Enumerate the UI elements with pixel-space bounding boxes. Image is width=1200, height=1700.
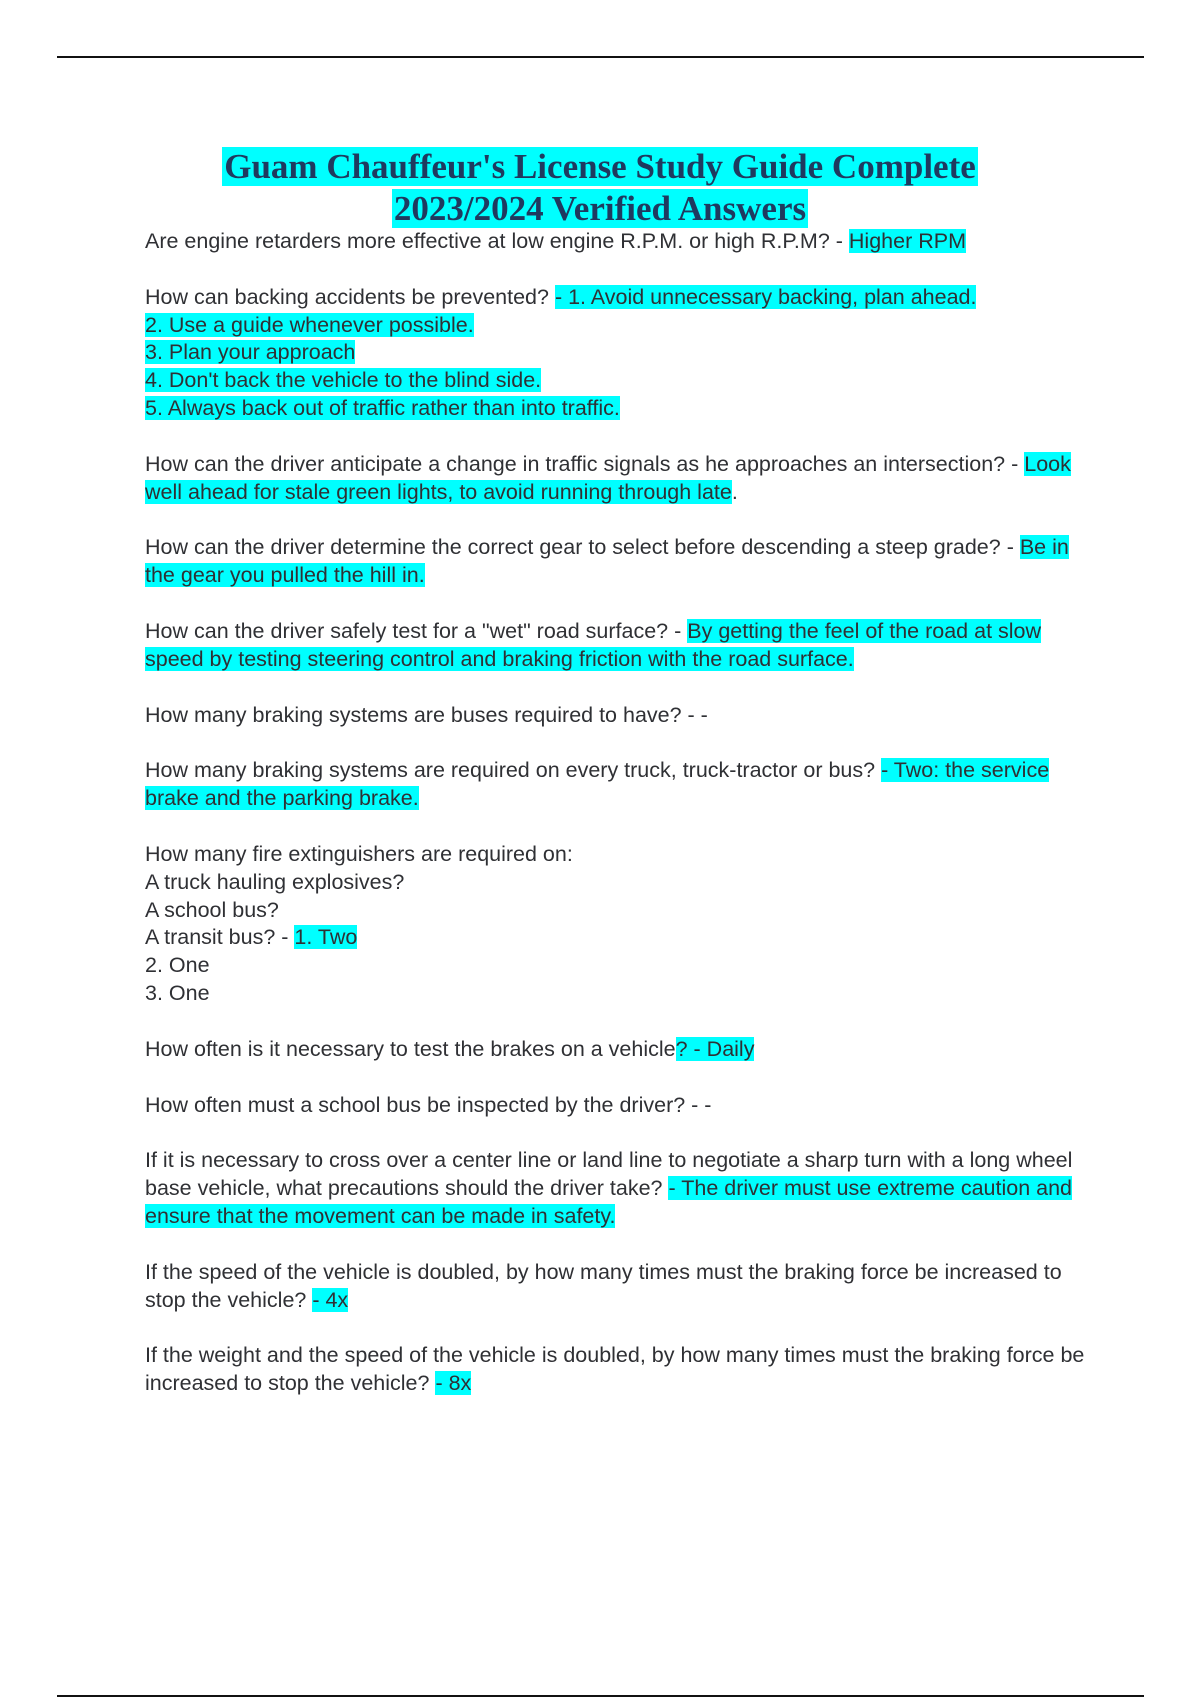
question: How can backing accidents be prevented? (145, 284, 555, 309)
question: If the speed of the vehicle is doubled, by how many times must the braking force be increased to stop the vehicle? (145, 1259, 1062, 1312)
bottom-rule (57, 1695, 1144, 1697)
question: How can the driver determine the correct gear to select before descending a steep grade? - (145, 535, 1020, 560)
qa-item (145, 1036, 1095, 1064)
qa-item (145, 284, 1095, 423)
answer: By getting the feel of the road at slow speed by testing steering control and braking friction with the road surface. (145, 618, 1042, 671)
qa-item (145, 618, 1095, 674)
answer: - 1. Avoid unnecessary backing, plan ahead. 2. Use a guide whenever possible. 3. Plan your approach 4. Don't back the vehicle to the blind side. 5. Always back out of traffic rather than into traffic. (145, 284, 977, 420)
title-line-2: 2023/2024 Verified Answers (393, 189, 807, 228)
qa-item (145, 1092, 1095, 1120)
answer: 1. Two (294, 925, 358, 950)
question: How can the driver safely test for a "wet" road surface? - (145, 618, 688, 643)
question: How often must a school bus be inspected by the driver? - - (145, 1092, 712, 1117)
answer: - 4x (312, 1287, 349, 1312)
question: If the weight and the speed of the vehicle is doubled, by how many times must the braking force be increased to stop the vehicle? (145, 1343, 1085, 1396)
answer-trailing: . (731, 479, 738, 504)
answer: - Two: the service brake and the parking brake. (145, 758, 1050, 811)
question: Are engine retarders more effective at low engine R.P.M. or high R.P.M? - (145, 229, 849, 253)
qa-item (145, 1147, 1095, 1230)
qa-item (145, 702, 1095, 730)
qa-item (145, 534, 1095, 590)
question: How can the driver anticipate a change in traffic signals as he approaches an intersection? - (145, 451, 1025, 476)
qa-item (145, 451, 1095, 507)
question: How many braking systems are required on every truck, truck-tractor or bus? (145, 758, 882, 783)
answer: Look well ahead for stale green lights, to avoid running through late (145, 451, 1071, 504)
answer: Higher RPM (848, 229, 966, 253)
document-title (0, 146, 1200, 230)
top-rule (57, 56, 1144, 58)
answer: Be in the gear you pulled the hill in. (145, 535, 1069, 588)
qa-item (145, 757, 1095, 813)
qa-item (145, 1259, 1095, 1315)
answer: - The driver must use extreme caution and ensure that the movement can be made in safety. (145, 1176, 1072, 1228)
qa-item (145, 228, 1095, 256)
question: How often is it necessary to test the brakes on a vehicle (145, 1036, 676, 1061)
question: If it is necessary to cross over a center line or land line to negotiate a sharp turn with a long wheel base vehicle, what precautions should the driver take? (145, 1148, 1073, 1201)
qa-item (145, 1342, 1095, 1398)
title-line-1: Guam Chauffeur's License Study Guide Complete (224, 147, 976, 186)
qa-list (145, 228, 1095, 1426)
qa-item (145, 841, 1095, 1008)
answer: - 8x (435, 1371, 472, 1396)
answer: ? - Daily (675, 1036, 755, 1061)
question: How many fire extinguishers are required on: A truck hauling explosives? A school bus? A transit bus? - (145, 841, 573, 950)
question: How many braking systems are buses required to have? - - (145, 702, 708, 727)
answer-trailing: 2. One 3. One (145, 953, 210, 1005)
